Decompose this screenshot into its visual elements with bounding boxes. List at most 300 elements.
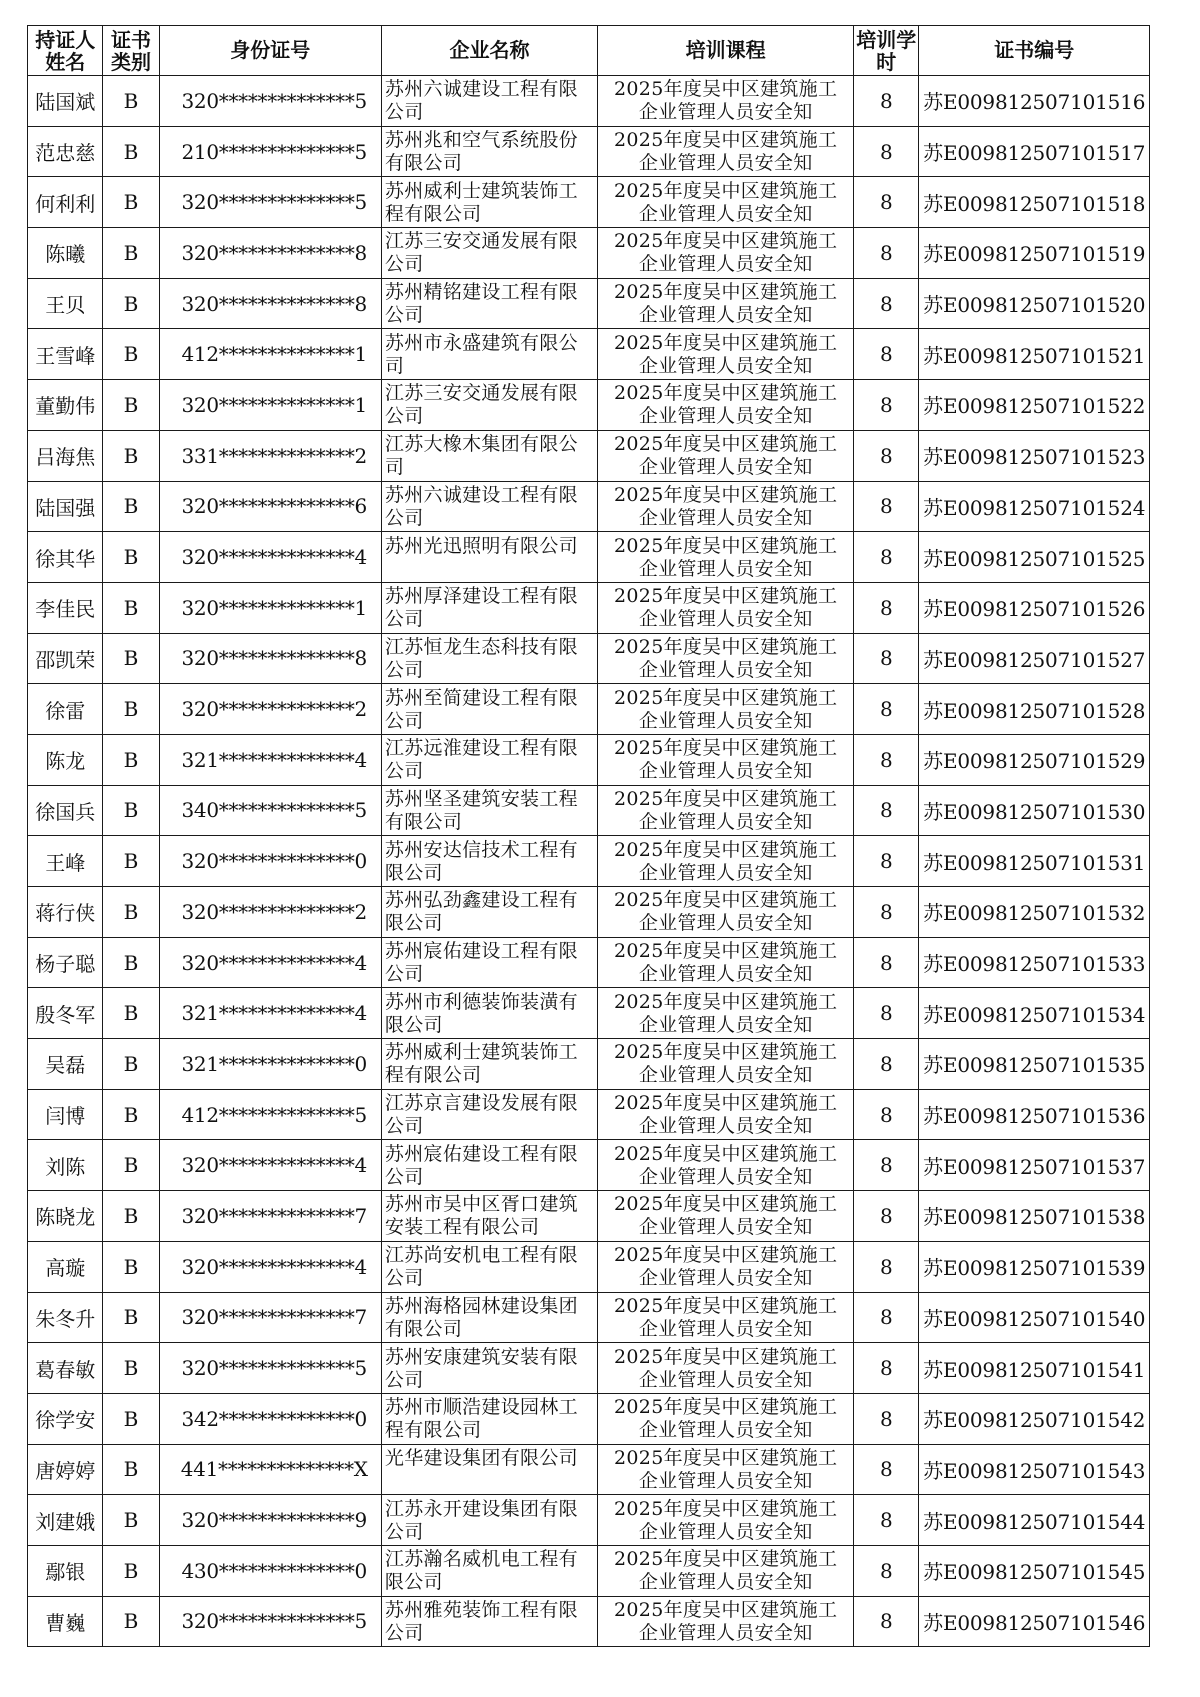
id-number-cell: 320**************6	[159, 481, 381, 532]
training-course-cell	[598, 1292, 854, 1343]
training-hours-cell: 8	[854, 380, 919, 431]
company-name-cell-text: 苏州海格园林建设集团有限公司	[384, 1294, 578, 1340]
table-row	[28, 988, 1150, 1039]
training-course-cell	[598, 76, 854, 127]
training-hours-cell: 8	[854, 887, 919, 938]
cert-number-cell: 苏E009812507101546	[919, 1596, 1150, 1647]
training-course-cell	[598, 582, 854, 633]
training-course-cell-text: 2025年度吴中区建筑施工企业管理人员安全知	[614, 331, 838, 377]
holder-name-cell: 陈曦	[28, 228, 103, 279]
company-name-cell	[381, 329, 597, 380]
cert-number-cell: 苏E009812507101519	[919, 228, 1150, 279]
holder-name-cell: 朱冬升	[28, 1292, 103, 1343]
training-hours-cell: 8	[854, 1140, 919, 1191]
cert-number-cell: 苏E009812507101522	[919, 380, 1150, 431]
cert-number-cell: 苏E009812507101525	[919, 532, 1150, 583]
training-course-cell	[598, 1545, 854, 1596]
training-course-cell-text: 2025年度吴中区建筑施工企业管理人员安全知	[614, 281, 838, 327]
cert-number-cell: 苏E009812507101531	[919, 836, 1150, 887]
company-name-cell-text: 苏州坚圣建筑安装工程有限公司	[384, 787, 578, 833]
training-course-cell	[598, 278, 854, 329]
table-row	[28, 1343, 1150, 1394]
id-number-cell: 342**************0	[159, 1393, 381, 1444]
training-course-cell	[598, 1495, 854, 1546]
id-number-cell: 412**************1	[159, 329, 381, 380]
holder-name-cell: 殷冬军	[28, 988, 103, 1039]
table-row	[28, 1596, 1150, 1647]
id-number-cell: 412**************5	[159, 1089, 381, 1140]
holder-name-cell: 刘建娥	[28, 1495, 103, 1546]
company-name-cell	[381, 380, 597, 431]
company-name-cell	[381, 1596, 597, 1647]
company-name-cell-text: 江苏恒龙生态科技有限公司	[384, 635, 578, 681]
header-row	[28, 26, 1150, 76]
table-row	[28, 785, 1150, 836]
id-number-cell: 210**************5	[159, 126, 381, 177]
holder-name-cell: 陈龙	[28, 734, 103, 785]
id-number-cell: 321**************4	[159, 734, 381, 785]
cert-type-cell: B	[103, 1596, 159, 1647]
training-course-cell	[598, 734, 854, 785]
cert-type-cell: B	[103, 582, 159, 633]
training-hours-cell: 8	[854, 1596, 919, 1647]
training-course-cell	[598, 126, 854, 177]
header-company-name: 企业名称	[381, 26, 597, 76]
training-course-cell-text: 2025年度吴中区建筑施工企业管理人员安全知	[614, 838, 838, 884]
id-number-cell: 320**************0	[159, 836, 381, 887]
table-row	[28, 1444, 1150, 1495]
training-course-cell-text: 2025年度吴中区建筑施工企业管理人员安全知	[614, 889, 838, 935]
company-name-cell	[381, 836, 597, 887]
cert-number-cell: 苏E009812507101520	[919, 278, 1150, 329]
cert-type-cell: B	[103, 1545, 159, 1596]
holder-name-cell: 徐其华	[28, 532, 103, 583]
holder-name-cell: 蒋行侠	[28, 887, 103, 938]
id-number-cell: 321**************0	[159, 1039, 381, 1090]
holder-name-cell: 王贝	[28, 278, 103, 329]
header-cert-number: 证书编号	[919, 26, 1150, 76]
cert-number-cell: 苏E009812507101518	[919, 177, 1150, 228]
company-name-cell	[381, 887, 597, 938]
training-course-cell	[598, 1191, 854, 1242]
holder-name-cell: 何利利	[28, 177, 103, 228]
company-name-cell-text: 江苏永开建设集团有限公司	[384, 1497, 578, 1543]
cert-type-cell: B	[103, 481, 159, 532]
training-hours-cell: 8	[854, 532, 919, 583]
training-course-cell	[598, 1343, 854, 1394]
training-course-cell	[598, 785, 854, 836]
table-row	[28, 582, 1150, 633]
cert-type-cell: B	[103, 1039, 159, 1090]
holder-name-cell: 闫博	[28, 1089, 103, 1140]
cert-number-cell: 苏E009812507101524	[919, 481, 1150, 532]
training-course-cell	[598, 988, 854, 1039]
training-course-cell-text: 2025年度吴中区建筑施工企业管理人员安全知	[614, 179, 838, 225]
training-course-cell	[598, 1444, 854, 1495]
cert-type-cell: B	[103, 1444, 159, 1495]
company-name-cell	[381, 1393, 597, 1444]
table-row	[28, 126, 1150, 177]
table-row	[28, 481, 1150, 532]
training-hours-cell: 8	[854, 937, 919, 988]
company-name-cell-text: 苏州六诚建设工程有限公司	[384, 78, 578, 124]
training-course-cell	[598, 1596, 854, 1647]
company-name-cell-text: 苏州六诚建设工程有限公司	[384, 483, 578, 529]
training-course-cell	[598, 430, 854, 481]
holder-name-cell: 陆国强	[28, 481, 103, 532]
cert-number-cell: 苏E009812507101539	[919, 1241, 1150, 1292]
header-training-course: 培训课程	[598, 26, 854, 76]
table-row	[28, 1039, 1150, 1090]
company-name-cell-text: 苏州宸佑建设工程有限公司	[384, 940, 578, 986]
training-course-cell	[598, 1241, 854, 1292]
table-row	[28, 1191, 1150, 1242]
training-hours-cell: 8	[854, 126, 919, 177]
training-hours-cell: 8	[854, 785, 919, 836]
holder-name-cell: 邵凯荣	[28, 633, 103, 684]
holder-name-cell: 鄢银	[28, 1545, 103, 1596]
company-name-cell	[381, 76, 597, 127]
table-row	[28, 380, 1150, 431]
id-number-cell: 320**************4	[159, 1241, 381, 1292]
table-row	[28, 1495, 1150, 1546]
cert-type-cell: B	[103, 1191, 159, 1242]
company-name-cell	[381, 988, 597, 1039]
training-course-cell-text: 2025年度吴中区建筑施工企业管理人员安全知	[614, 990, 838, 1036]
table-row	[28, 329, 1150, 380]
table-row	[28, 1393, 1150, 1444]
cert-type-cell: B	[103, 1343, 159, 1394]
holder-name-cell: 王雪峰	[28, 329, 103, 380]
company-name-cell-text: 苏州弘劲鑫建设工程有限公司	[384, 889, 578, 935]
cert-type-cell: B	[103, 937, 159, 988]
company-name-cell-text: 江苏京言建设发展有限公司	[384, 1092, 578, 1138]
company-name-cell-text: 苏州威利士建筑装饰工程有限公司	[384, 179, 578, 225]
training-course-cell-text: 2025年度吴中区建筑施工企业管理人员安全知	[614, 1548, 838, 1594]
cert-number-cell: 苏E009812507101529	[919, 734, 1150, 785]
cert-type-cell: B	[103, 177, 159, 228]
id-number-cell: 320**************4	[159, 1140, 381, 1191]
training-course-cell	[598, 481, 854, 532]
training-course-cell-text: 2025年度吴中区建筑施工企业管理人员安全知	[614, 787, 838, 833]
company-name-cell	[381, 1089, 597, 1140]
cert-number-cell: 苏E009812507101542	[919, 1393, 1150, 1444]
table-row	[28, 836, 1150, 887]
company-name-cell-text: 江苏三安交通发展有限公司	[384, 230, 578, 276]
cert-number-cell: 苏E009812507101533	[919, 937, 1150, 988]
training-hours-cell: 8	[854, 177, 919, 228]
id-number-cell: 320**************9	[159, 1495, 381, 1546]
id-number-cell: 320**************8	[159, 228, 381, 279]
training-course-cell-text: 2025年度吴中区建筑施工企业管理人员安全知	[614, 1294, 838, 1340]
training-course-cell-text: 2025年度吴中区建筑施工企业管理人员安全知	[614, 1446, 838, 1492]
training-hours-cell: 8	[854, 1089, 919, 1140]
training-course-cell-text: 2025年度吴中区建筑施工企业管理人员安全知	[614, 534, 838, 580]
company-name-cell-text: 江苏尚安机电工程有限公司	[384, 1244, 578, 1290]
company-name-cell-text: 苏州市吴中区胥口建筑安装工程有限公司	[384, 1193, 578, 1239]
training-hours-cell: 8	[854, 1343, 919, 1394]
id-number-cell: 320**************4	[159, 532, 381, 583]
training-course-cell	[598, 177, 854, 228]
cert-number-cell: 苏E009812507101523	[919, 430, 1150, 481]
training-course-cell	[598, 1140, 854, 1191]
cert-type-cell: B	[103, 988, 159, 1039]
id-number-cell: 320**************5	[159, 1596, 381, 1647]
cert-number-cell: 苏E009812507101530	[919, 785, 1150, 836]
company-name-cell	[381, 1495, 597, 1546]
training-course-cell	[598, 887, 854, 938]
table-row	[28, 430, 1150, 481]
cert-type-cell: B	[103, 1393, 159, 1444]
cert-number-cell: 苏E009812507101532	[919, 887, 1150, 938]
training-course-cell-text: 2025年度吴中区建筑施工企业管理人员安全知	[614, 1345, 838, 1391]
company-name-cell	[381, 1039, 597, 1090]
training-hours-cell: 8	[854, 228, 919, 279]
cert-number-cell: 苏E009812507101527	[919, 633, 1150, 684]
company-name-cell-text: 苏州威利士建筑装饰工程有限公司	[384, 1041, 578, 1087]
company-name-cell-text: 苏州兆和空气系统股份有限公司	[384, 129, 578, 175]
cert-type-cell: B	[103, 1495, 159, 1546]
cert-type-cell: B	[103, 1089, 159, 1140]
company-name-cell-text: 苏州市利德装饰装潢有限公司	[384, 990, 578, 1036]
company-name-cell-text: 苏州安达信技术工程有限公司	[384, 838, 578, 884]
training-course-cell-text: 2025年度吴中区建筑施工企业管理人员安全知	[614, 1041, 838, 1087]
holder-name-cell: 徐雷	[28, 684, 103, 735]
company-name-cell	[381, 532, 597, 583]
cert-type-cell: B	[103, 734, 159, 785]
training-course-cell-text: 2025年度吴中区建筑施工企业管理人员安全知	[614, 483, 838, 529]
cert-number-cell: 苏E009812507101540	[919, 1292, 1150, 1343]
training-course-cell-text: 2025年度吴中区建筑施工企业管理人员安全知	[614, 1244, 838, 1290]
table-row	[28, 633, 1150, 684]
cert-type-cell: B	[103, 430, 159, 481]
cert-type-cell: B	[103, 532, 159, 583]
table-row	[28, 1140, 1150, 1191]
company-name-cell-text: 江苏远淮建设工程有限公司	[384, 737, 578, 783]
id-number-cell: 331**************2	[159, 430, 381, 481]
company-name-cell	[381, 1444, 597, 1495]
company-name-cell	[381, 1292, 597, 1343]
cert-type-cell: B	[103, 785, 159, 836]
table-row	[28, 76, 1150, 127]
roster-body	[28, 76, 1150, 1647]
training-course-cell-text: 2025年度吴中区建筑施工企业管理人员安全知	[614, 1193, 838, 1239]
training-hours-cell: 8	[854, 836, 919, 887]
holder-name-cell: 李佳民	[28, 582, 103, 633]
training-course-cell	[598, 329, 854, 380]
company-name-cell	[381, 1191, 597, 1242]
id-number-cell: 320**************2	[159, 684, 381, 735]
table-row	[28, 1545, 1150, 1596]
company-name-cell	[381, 734, 597, 785]
training-course-cell-text: 2025年度吴中区建筑施工企业管理人员安全知	[614, 686, 838, 732]
id-number-cell: 320**************5	[159, 177, 381, 228]
table-row	[28, 684, 1150, 735]
training-course-cell-text: 2025年度吴中区建筑施工企业管理人员安全知	[614, 129, 838, 175]
table-row	[28, 1089, 1150, 1140]
company-name-cell-text: 苏州至简建设工程有限公司	[384, 686, 578, 732]
company-name-cell	[381, 481, 597, 532]
training-course-cell-text: 2025年度吴中区建筑施工企业管理人员安全知	[614, 1396, 838, 1442]
training-hours-cell: 8	[854, 988, 919, 1039]
holder-name-cell: 徐国兵	[28, 785, 103, 836]
training-hours-cell: 8	[854, 684, 919, 735]
company-name-cell	[381, 684, 597, 735]
cert-number-cell: 苏E009812507101516	[919, 76, 1150, 127]
holder-name-cell: 徐学安	[28, 1393, 103, 1444]
id-number-cell: 340**************5	[159, 785, 381, 836]
company-name-cell	[381, 126, 597, 177]
holder-name-cell: 杨子聪	[28, 937, 103, 988]
company-name-cell-text: 江苏大橡木集团有限公司	[384, 433, 578, 479]
company-name-cell-text: 苏州宸佑建设工程有限公司	[384, 1142, 578, 1188]
certificate-roster-table	[27, 25, 1150, 1647]
company-name-cell-text: 光华建设集团有限公司	[384, 1446, 578, 1469]
training-hours-cell: 8	[854, 1545, 919, 1596]
company-name-cell-text: 苏州市顺浩建设园林工程有限公司	[384, 1396, 578, 1442]
company-name-cell	[381, 177, 597, 228]
training-hours-cell: 8	[854, 76, 919, 127]
id-number-cell: 320**************7	[159, 1292, 381, 1343]
training-course-cell	[598, 228, 854, 279]
id-number-cell: 320**************2	[159, 887, 381, 938]
company-name-cell-text: 苏州厚泽建设工程有限公司	[384, 585, 578, 631]
holder-name-cell: 曹巍	[28, 1596, 103, 1647]
holder-name-cell: 吴磊	[28, 1039, 103, 1090]
training-hours-cell: 8	[854, 1444, 919, 1495]
company-name-cell	[381, 278, 597, 329]
training-hours-cell: 8	[854, 329, 919, 380]
company-name-cell	[381, 1545, 597, 1596]
holder-name-cell: 吕海焦	[28, 430, 103, 481]
id-number-cell: 320**************8	[159, 278, 381, 329]
training-course-cell	[598, 633, 854, 684]
training-hours-cell: 8	[854, 1039, 919, 1090]
holder-name-cell: 刘陈	[28, 1140, 103, 1191]
id-number-cell: 320**************1	[159, 380, 381, 431]
cert-type-cell: B	[103, 684, 159, 735]
training-hours-cell: 8	[854, 1292, 919, 1343]
holder-name-cell: 陆国斌	[28, 76, 103, 127]
cert-type-cell: B	[103, 329, 159, 380]
table-row	[28, 887, 1150, 938]
cert-number-cell: 苏E009812507101545	[919, 1545, 1150, 1596]
cert-number-cell: 苏E009812507101544	[919, 1495, 1150, 1546]
cert-number-cell: 苏E009812507101526	[919, 582, 1150, 633]
id-number-cell: 320**************8	[159, 633, 381, 684]
company-name-cell	[381, 633, 597, 684]
cert-number-cell: 苏E009812507101517	[919, 126, 1150, 177]
training-course-cell-text: 2025年度吴中区建筑施工企业管理人员安全知	[614, 1598, 838, 1644]
cert-number-cell: 苏E009812507101521	[919, 329, 1150, 380]
cert-type-cell: B	[103, 1241, 159, 1292]
training-course-cell-text: 2025年度吴中区建筑施工企业管理人员安全知	[614, 1092, 838, 1138]
company-name-cell	[381, 937, 597, 988]
company-name-cell-text: 苏州市永盛建筑有限公司	[384, 331, 578, 377]
company-name-cell-text: 苏州安康建筑安装有限公司	[384, 1345, 578, 1391]
training-hours-cell: 8	[854, 582, 919, 633]
cert-number-cell: 苏E009812507101534	[919, 988, 1150, 1039]
company-name-cell-text: 苏州光迅照明有限公司	[384, 534, 578, 557]
training-hours-cell: 8	[854, 278, 919, 329]
cert-number-cell: 苏E009812507101537	[919, 1140, 1150, 1191]
training-hours-cell: 8	[854, 1393, 919, 1444]
training-course-cell	[598, 1393, 854, 1444]
id-number-cell: 320**************1	[159, 582, 381, 633]
company-name-cell	[381, 1140, 597, 1191]
cert-number-cell: 苏E009812507101536	[919, 1089, 1150, 1140]
cert-type-cell: B	[103, 836, 159, 887]
header-holder-name: 持证人姓名	[28, 26, 103, 76]
cert-type-cell: B	[103, 228, 159, 279]
id-number-cell: 320**************7	[159, 1191, 381, 1242]
training-course-cell	[598, 836, 854, 887]
company-name-cell-text: 江苏瀚名威机电工程有限公司	[384, 1548, 578, 1594]
id-number-cell: 441**************X	[159, 1444, 381, 1495]
cert-type-cell: B	[103, 76, 159, 127]
table-row	[28, 937, 1150, 988]
table-row	[28, 532, 1150, 583]
company-name-cell-text: 江苏三安交通发展有限公司	[384, 382, 578, 428]
company-name-cell	[381, 228, 597, 279]
id-number-cell: 320**************4	[159, 937, 381, 988]
training-course-cell	[598, 532, 854, 583]
id-number-cell: 320**************5	[159, 1343, 381, 1394]
training-hours-cell: 8	[854, 1495, 919, 1546]
cert-type-cell: B	[103, 126, 159, 177]
cert-number-cell: 苏E009812507101538	[919, 1191, 1150, 1242]
holder-name-cell: 葛春敏	[28, 1343, 103, 1394]
training-hours-cell: 8	[854, 1241, 919, 1292]
holder-name-cell: 高璇	[28, 1241, 103, 1292]
table-row	[28, 734, 1150, 785]
training-course-cell-text: 2025年度吴中区建筑施工企业管理人员安全知	[614, 940, 838, 986]
training-course-cell-text: 2025年度吴中区建筑施工企业管理人员安全知	[614, 1142, 838, 1188]
training-course-cell-text: 2025年度吴中区建筑施工企业管理人员安全知	[614, 737, 838, 783]
table-row	[28, 1241, 1150, 1292]
table-row	[28, 228, 1150, 279]
table-row	[28, 1292, 1150, 1343]
company-name-cell	[381, 430, 597, 481]
cert-number-cell: 苏E009812507101541	[919, 1343, 1150, 1394]
id-number-cell: 430**************0	[159, 1545, 381, 1596]
training-course-cell-text: 2025年度吴中区建筑施工企业管理人员安全知	[614, 78, 838, 124]
training-course-cell	[598, 1039, 854, 1090]
training-course-cell-text: 2025年度吴中区建筑施工企业管理人员安全知	[614, 1497, 838, 1543]
cert-number-cell: 苏E009812507101535	[919, 1039, 1150, 1090]
header-training-hours: 培训学时	[854, 26, 919, 76]
training-hours-cell: 8	[854, 1191, 919, 1242]
training-course-cell	[598, 380, 854, 431]
cert-type-cell: B	[103, 887, 159, 938]
training-course-cell-text: 2025年度吴中区建筑施工企业管理人员安全知	[614, 382, 838, 428]
company-name-cell	[381, 785, 597, 836]
training-course-cell-text: 2025年度吴中区建筑施工企业管理人员安全知	[614, 230, 838, 276]
training-course-cell-text: 2025年度吴中区建筑施工企业管理人员安全知	[614, 433, 838, 479]
holder-name-cell: 唐婷婷	[28, 1444, 103, 1495]
holder-name-cell: 范忠慈	[28, 126, 103, 177]
cert-type-cell: B	[103, 633, 159, 684]
training-course-cell	[598, 1089, 854, 1140]
table-row	[28, 177, 1150, 228]
header-id-number: 身份证号	[159, 26, 381, 76]
id-number-cell: 321**************4	[159, 988, 381, 1039]
company-name-cell	[381, 1343, 597, 1394]
cert-type-cell: B	[103, 1292, 159, 1343]
cert-type-cell: B	[103, 278, 159, 329]
training-course-cell-text: 2025年度吴中区建筑施工企业管理人员安全知	[614, 585, 838, 631]
training-course-cell-text: 2025年度吴中区建筑施工企业管理人员安全知	[614, 635, 838, 681]
